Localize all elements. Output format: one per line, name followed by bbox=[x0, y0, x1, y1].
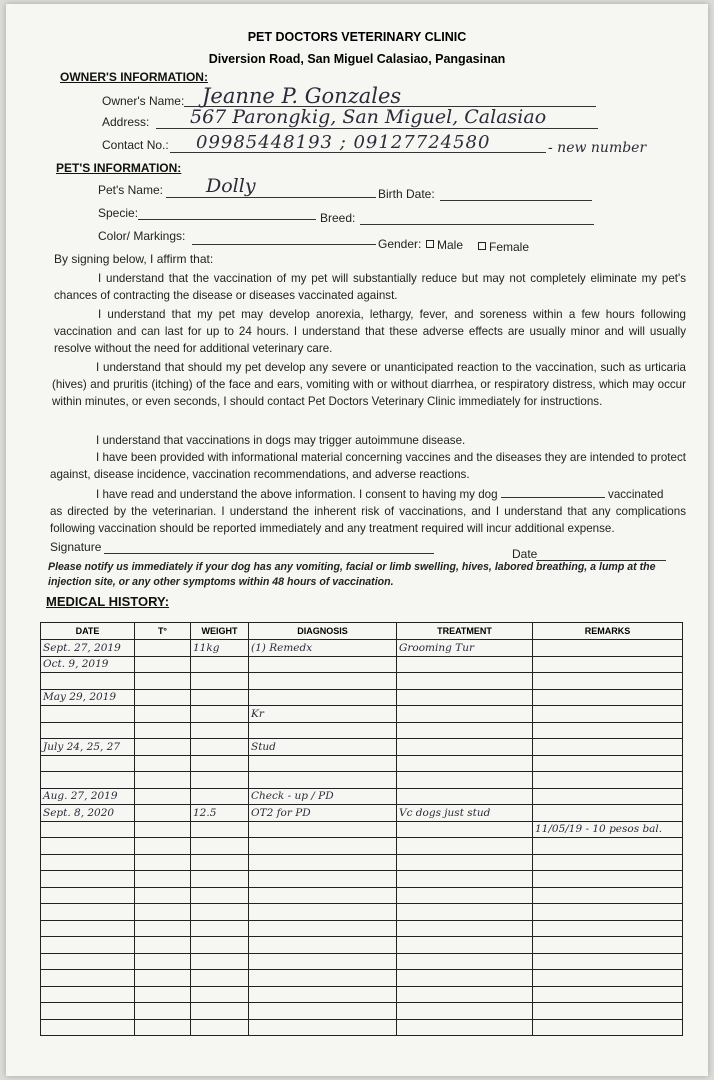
remarks-cell[interactable] bbox=[533, 1019, 683, 1036]
address-value[interactable]: 567 Parongkig, San Miguel, Calasiao bbox=[190, 106, 547, 128]
date-cell[interactable] bbox=[41, 821, 135, 838]
weight-cell[interactable] bbox=[191, 689, 249, 706]
date-cell[interactable] bbox=[41, 673, 135, 690]
pet-name-line bbox=[166, 197, 376, 198]
col-date-header: DATE bbox=[41, 623, 135, 640]
date-cell[interactable]: May 29, 2019 bbox=[41, 689, 135, 706]
remarks-cell[interactable] bbox=[533, 920, 683, 937]
remarks-cell[interactable] bbox=[533, 656, 683, 673]
treatment-cell[interactable] bbox=[397, 673, 533, 690]
table-row bbox=[41, 838, 683, 855]
consent-paragraph-4: I understand that vaccinations in dogs may trigger autoimmune disease. bbox=[96, 434, 466, 447]
consent-paragraph-5: I have been provided with informational material concerning vaccines and the diseases they are intended to protect against, disease incidence, vaccination recommendations, and adverse reactions. bbox=[50, 451, 686, 481]
table-row bbox=[41, 772, 683, 789]
temp-cell[interactable] bbox=[135, 937, 191, 954]
weight-cell[interactable] bbox=[191, 887, 249, 904]
date-cell[interactable] bbox=[41, 871, 135, 888]
date-cell[interactable] bbox=[41, 706, 135, 723]
medical-history-table bbox=[40, 622, 683, 1036]
owner-section-title: OWNER'S INFORMATION: bbox=[60, 70, 208, 84]
table-row bbox=[41, 986, 683, 1003]
treatment-cell[interactable] bbox=[397, 689, 533, 706]
color-markings-line[interactable] bbox=[192, 244, 376, 245]
date-cell[interactable]: Oct. 9, 2019 bbox=[41, 656, 135, 673]
consent-paragraph-7: as directed by the veterinarian. I understand the inherent risk of vaccinations, and I understand that any complications following vaccination should be reported immediately and any treatment required will incur additional expense. bbox=[50, 505, 686, 535]
temp-cell[interactable] bbox=[135, 772, 191, 789]
signature-line[interactable] bbox=[104, 553, 434, 554]
birth-date-line[interactable] bbox=[440, 200, 592, 201]
remarks-cell[interactable] bbox=[533, 788, 683, 805]
diagnosis-cell[interactable] bbox=[249, 689, 397, 706]
remarks-cell[interactable] bbox=[533, 722, 683, 739]
remarks-cell[interactable] bbox=[533, 1003, 683, 1020]
weight-cell[interactable] bbox=[191, 854, 249, 871]
weight-cell[interactable] bbox=[191, 871, 249, 888]
remarks-cell[interactable] bbox=[533, 706, 683, 723]
weight-cell[interactable] bbox=[191, 1003, 249, 1020]
consent-intro: By signing below, I affirm that: bbox=[54, 252, 214, 266]
clinic-name: PET DOCTORS VETERINARY CLINIC bbox=[247, 30, 467, 44]
temp-cell[interactable] bbox=[135, 1003, 191, 1020]
date-cell[interactable]: Sept. 27, 2019 bbox=[41, 640, 135, 657]
pet-name-label: Pet's Name: bbox=[98, 183, 163, 197]
treatment-cell[interactable] bbox=[397, 755, 533, 772]
date-cell[interactable] bbox=[41, 1019, 135, 1036]
diagnosis-cell[interactable] bbox=[249, 1019, 397, 1036]
remarks-cell[interactable] bbox=[533, 805, 683, 822]
treatment-cell[interactable] bbox=[397, 1019, 533, 1036]
col-diagnosis-header: DIAGNOSIS bbox=[249, 623, 397, 640]
temp-cell[interactable] bbox=[135, 953, 191, 970]
weight-cell[interactable]: 11kg bbox=[191, 640, 249, 657]
table-row bbox=[41, 821, 683, 838]
diagnosis-cell[interactable] bbox=[249, 904, 397, 921]
temp-cell[interactable] bbox=[135, 854, 191, 871]
table-row bbox=[41, 788, 683, 805]
diagnosis-cell[interactable] bbox=[249, 838, 397, 855]
table-row bbox=[41, 722, 683, 739]
weight-cell[interactable] bbox=[191, 838, 249, 855]
table-row bbox=[41, 953, 683, 970]
diagnosis-cell[interactable] bbox=[249, 887, 397, 904]
diagnosis-cell[interactable] bbox=[249, 937, 397, 954]
consent-paragraph-2: I understand that my pet may develop anorexia, lethargy, fever, and soreness within a few hours following vaccination and can last for up to 24 hours. I understand that these adverse effects are usually minor and will usually resolve without the need for additional veterinary care. bbox=[54, 308, 686, 355]
weight-cell[interactable] bbox=[191, 755, 249, 772]
address-line bbox=[156, 128, 598, 129]
diagnosis-cell[interactable] bbox=[249, 986, 397, 1003]
remarks-cell[interactable]: 11/05/19 - 10 pesos bal. bbox=[533, 821, 683, 838]
table-row bbox=[41, 871, 683, 888]
treatment-cell[interactable] bbox=[397, 706, 533, 723]
temp-cell[interactable] bbox=[135, 838, 191, 855]
temp-cell[interactable] bbox=[135, 986, 191, 1003]
weight-cell[interactable] bbox=[191, 986, 249, 1003]
weight-cell[interactable] bbox=[191, 673, 249, 690]
temp-cell[interactable] bbox=[135, 689, 191, 706]
consent-paragraph-6 bbox=[96, 486, 686, 503]
weight-cell[interactable] bbox=[191, 1019, 249, 1036]
date-cell[interactable] bbox=[41, 772, 135, 789]
temp-cell[interactable] bbox=[135, 739, 191, 756]
temp-cell[interactable] bbox=[135, 640, 191, 657]
treatment-cell[interactable] bbox=[397, 656, 533, 673]
date-cell[interactable] bbox=[41, 937, 135, 954]
remarks-cell[interactable] bbox=[533, 689, 683, 706]
diagnosis-cell[interactable]: Check - up / PD bbox=[249, 788, 397, 805]
table-row bbox=[41, 920, 683, 937]
weight-cell[interactable] bbox=[191, 904, 249, 921]
specie-line[interactable] bbox=[138, 219, 316, 220]
table-row bbox=[41, 854, 683, 871]
breed-line[interactable] bbox=[360, 224, 594, 225]
table-row bbox=[41, 640, 683, 657]
date-label: Date bbox=[512, 547, 538, 561]
remarks-cell[interactable] bbox=[533, 772, 683, 789]
medical-section-title: MEDICAL HISTORY: bbox=[46, 594, 170, 609]
treatment-cell[interactable] bbox=[397, 838, 533, 855]
date-cell[interactable] bbox=[41, 904, 135, 921]
diagnosis-cell[interactable] bbox=[249, 953, 397, 970]
birth-date-label: Birth Date: bbox=[378, 187, 435, 201]
remarks-cell[interactable] bbox=[533, 854, 683, 871]
treatment-cell[interactable] bbox=[397, 1003, 533, 1020]
table-row bbox=[41, 1003, 683, 1020]
diagnosis-cell[interactable] bbox=[249, 722, 397, 739]
col-treatment-header: TREATMENT bbox=[397, 623, 533, 640]
weight-cell[interactable] bbox=[191, 739, 249, 756]
female-checkbox[interactable] bbox=[478, 242, 486, 250]
temp-cell[interactable] bbox=[135, 706, 191, 723]
table-row bbox=[41, 706, 683, 723]
table-row bbox=[41, 904, 683, 921]
diagnosis-cell[interactable] bbox=[249, 871, 397, 888]
consent-paragraph-1: I understand that the vaccination of my pet will substantially reduce but may not completely eliminate my pet's chances of contracting the disease or diseases vaccinated against. bbox=[54, 272, 686, 302]
date-cell[interactable] bbox=[41, 887, 135, 904]
weight-cell[interactable] bbox=[191, 970, 249, 987]
treatment-cell[interactable]: Grooming Tur bbox=[397, 640, 533, 657]
remarks-cell[interactable] bbox=[533, 986, 683, 1003]
diagnosis-cell[interactable]: Stud bbox=[249, 739, 397, 756]
contact-label: Contact No.: bbox=[102, 138, 169, 152]
treatment-cell[interactable] bbox=[397, 904, 533, 921]
diagnosis-cell[interactable] bbox=[249, 854, 397, 871]
diagnosis-cell[interactable] bbox=[249, 656, 397, 673]
table-row bbox=[41, 755, 683, 772]
weight-cell[interactable]: 12.5 bbox=[191, 805, 249, 822]
table-row bbox=[41, 887, 683, 904]
date-cell[interactable] bbox=[41, 755, 135, 772]
date-cell[interactable] bbox=[41, 920, 135, 937]
col-weight-header: WEIGHT bbox=[191, 623, 249, 640]
color-markings-label: Color/ Markings: bbox=[98, 229, 186, 243]
temp-cell[interactable] bbox=[135, 722, 191, 739]
date-cell[interactable]: July 24, 25, 27 bbox=[41, 739, 135, 756]
contact-value[interactable]: 09985448193 ; 09127724580 bbox=[196, 132, 491, 153]
date-cell[interactable] bbox=[41, 1003, 135, 1020]
temp-cell[interactable] bbox=[135, 970, 191, 987]
col-remarks-header: REMARKS bbox=[533, 623, 683, 640]
diagnosis-cell[interactable]: Kr bbox=[249, 706, 397, 723]
treatment-cell[interactable] bbox=[397, 722, 533, 739]
treatment-cell[interactable] bbox=[397, 772, 533, 789]
male-checkbox[interactable] bbox=[426, 240, 434, 248]
diagnosis-cell[interactable]: (1) Remedx bbox=[249, 640, 397, 657]
treatment-cell[interactable] bbox=[397, 887, 533, 904]
temp-cell[interactable] bbox=[135, 805, 191, 822]
treatment-cell[interactable] bbox=[397, 920, 533, 937]
treatment-cell[interactable] bbox=[397, 739, 533, 756]
clinic-address: Diversion Road, San Miguel Calasiao, Pangasinan bbox=[208, 52, 506, 66]
consent-paragraph-3: I understand that should my pet develop any severe or unanticipated reaction to the vaccination, such as urticaria (hives) and pruritis (itching) of the face and ears, vomiting with or without diarrhea, or respiratory distress, which may occur within minutes, or even seconds, I should contact Pet Doctors Veterinary Clinic immediately for instructions. bbox=[52, 361, 686, 408]
treatment-cell[interactable] bbox=[397, 970, 533, 987]
address-label: Address: bbox=[102, 115, 150, 129]
date-cell[interactable] bbox=[41, 953, 135, 970]
date-cell[interactable] bbox=[41, 722, 135, 739]
date-cell[interactable] bbox=[41, 970, 135, 987]
treatment-cell[interactable] bbox=[397, 937, 533, 954]
weight-cell[interactable] bbox=[191, 821, 249, 838]
contact-note: - new number bbox=[548, 140, 647, 156]
weight-cell[interactable] bbox=[191, 706, 249, 723]
weight-cell[interactable] bbox=[191, 788, 249, 805]
date-cell[interactable]: Sept. 8, 2020 bbox=[41, 805, 135, 822]
diagnosis-cell[interactable] bbox=[249, 673, 397, 690]
temp-cell[interactable] bbox=[135, 1019, 191, 1036]
diagnosis-cell[interactable] bbox=[249, 755, 397, 772]
remarks-cell[interactable] bbox=[533, 739, 683, 756]
remarks-cell[interactable] bbox=[533, 838, 683, 855]
weight-cell[interactable] bbox=[191, 953, 249, 970]
specie-label: Specie: bbox=[98, 206, 139, 220]
table-row bbox=[41, 656, 683, 673]
temp-cell[interactable] bbox=[135, 656, 191, 673]
table-row bbox=[41, 689, 683, 706]
table-row bbox=[41, 937, 683, 954]
diagnosis-cell[interactable] bbox=[249, 772, 397, 789]
date-cell[interactable]: Aug. 27, 2019 bbox=[41, 788, 135, 805]
diagnosis-cell[interactable] bbox=[249, 821, 397, 838]
treatment-cell[interactable] bbox=[397, 953, 533, 970]
table-row bbox=[41, 1019, 683, 1036]
temp-cell[interactable] bbox=[135, 821, 191, 838]
temp-cell[interactable] bbox=[135, 673, 191, 690]
date-cell[interactable] bbox=[41, 838, 135, 855]
table-row bbox=[41, 673, 683, 690]
diagnosis-cell[interactable] bbox=[249, 1003, 397, 1020]
form-page bbox=[6, 4, 708, 1076]
weight-cell[interactable] bbox=[191, 722, 249, 739]
temp-cell[interactable] bbox=[135, 755, 191, 772]
remarks-cell[interactable] bbox=[533, 871, 683, 888]
temp-cell[interactable] bbox=[135, 920, 191, 937]
remarks-cell[interactable] bbox=[533, 953, 683, 970]
owner-name-value[interactable]: Jeanne P. Gonzales bbox=[202, 84, 402, 108]
table-row bbox=[41, 970, 683, 987]
diagnosis-cell[interactable] bbox=[249, 920, 397, 937]
treatment-cell[interactable] bbox=[397, 821, 533, 838]
temp-cell[interactable] bbox=[135, 871, 191, 888]
pet-section-title: PET'S INFORMATION: bbox=[56, 161, 182, 175]
diagnosis-cell[interactable] bbox=[249, 970, 397, 987]
date-cell[interactable] bbox=[41, 986, 135, 1003]
remarks-cell[interactable] bbox=[533, 887, 683, 904]
weight-cell[interactable] bbox=[191, 772, 249, 789]
remarks-cell[interactable] bbox=[533, 755, 683, 772]
treatment-cell[interactable] bbox=[397, 986, 533, 1003]
temp-cell[interactable] bbox=[135, 788, 191, 805]
remarks-cell[interactable] bbox=[533, 640, 683, 657]
weight-cell[interactable] bbox=[191, 656, 249, 673]
signature-label: Signature bbox=[50, 540, 102, 554]
consent-dog-text: I have read and understand the above information. I consent to having my dog bbox=[96, 488, 498, 501]
date-cell[interactable] bbox=[41, 854, 135, 871]
male-label: Male bbox=[437, 238, 464, 252]
remarks-cell[interactable] bbox=[533, 673, 683, 690]
notify-notice: Please notify us immediately if your dog has any vomiting, facial or limb swelling, hives, labored breathing, a lump at the injection site, or any other symptoms within 48 hours of vaccination. bbox=[48, 561, 656, 588]
gender-label: Gender: bbox=[378, 237, 422, 251]
table-row bbox=[41, 805, 683, 822]
remarks-cell[interactable] bbox=[533, 937, 683, 954]
weight-cell[interactable] bbox=[191, 920, 249, 937]
breed-label: Breed: bbox=[320, 211, 356, 225]
remarks-cell[interactable] bbox=[533, 970, 683, 987]
vaccinated-text: vaccinated bbox=[608, 488, 664, 501]
diagnosis-cell[interactable]: OT2 for PD bbox=[249, 805, 397, 822]
table-row bbox=[41, 739, 683, 756]
treatment-cell[interactable] bbox=[397, 871, 533, 888]
pet-name-value[interactable]: Dolly bbox=[206, 175, 256, 197]
owner-name-label: Owner's Name: bbox=[102, 94, 185, 108]
treatment-cell[interactable] bbox=[397, 788, 533, 805]
remarks-cell[interactable] bbox=[533, 904, 683, 921]
weight-cell[interactable] bbox=[191, 937, 249, 954]
temp-cell[interactable] bbox=[135, 904, 191, 921]
col-temp-header: T° bbox=[135, 623, 191, 640]
treatment-cell[interactable]: Vc dogs just stud bbox=[397, 805, 533, 822]
treatment-cell[interactable] bbox=[397, 854, 533, 871]
dog-name-blank[interactable] bbox=[501, 487, 605, 498]
female-label: Female bbox=[489, 240, 530, 254]
temp-cell[interactable] bbox=[135, 887, 191, 904]
